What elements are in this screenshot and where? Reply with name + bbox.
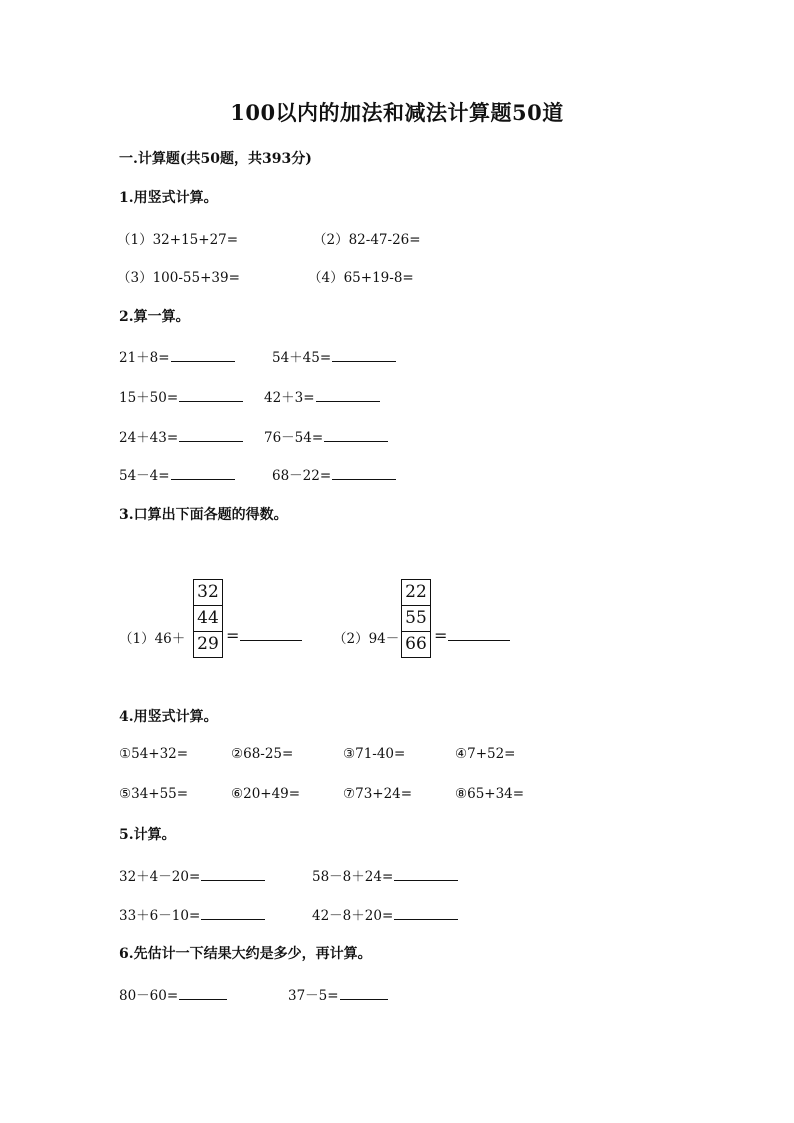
q6-row: [288, 984, 388, 1004]
q2-row: [119, 386, 243, 406]
stack-number: 44: [194, 606, 222, 632]
answer-blank[interactable]: [394, 866, 458, 881]
q2-item-4: 42＋3=: [264, 390, 315, 406]
page-title: 100以内的加法和减法计算题50道: [230, 100, 564, 125]
q2-row: [264, 386, 380, 406]
q2-item-2: 54＋45=: [272, 350, 332, 366]
q5-item-2: 58－8＋24=: [312, 869, 394, 885]
q5-row: [312, 904, 458, 924]
answer-blank[interactable]: [448, 626, 510, 641]
q2-item-5: 24＋43=: [119, 430, 179, 446]
answer-blank[interactable]: [332, 465, 396, 480]
q3-left-equals: [226, 626, 302, 645]
answer-blank[interactable]: [332, 347, 396, 362]
answer-blank[interactable]: [240, 626, 302, 641]
stack-number: 22: [402, 580, 430, 606]
q4-item-5: ⑤34+55=: [119, 786, 189, 802]
q5-item-1: 32＋4－20=: [119, 869, 201, 885]
q3-left-prefix: （1）46＋: [119, 631, 186, 647]
stack-number: 66: [405, 634, 427, 654]
q6-item-1: 80－60=: [119, 988, 179, 1004]
q2-row: [119, 346, 235, 366]
q1-item-1: （1）32+15+27=: [117, 232, 239, 248]
q5-row: [119, 904, 265, 924]
q3-right-equals: [434, 626, 510, 645]
answer-blank[interactable]: [201, 905, 265, 920]
stack-number: 29: [197, 634, 219, 654]
question-4-heading: 4.用竖式计算。: [119, 709, 218, 725]
q5-item-3: 33＋6－10=: [119, 908, 201, 924]
answer-blank[interactable]: [179, 985, 227, 1000]
stack-number: 32: [194, 580, 222, 606]
q6-row: [119, 984, 227, 1004]
q2-item-8: 68－22=: [272, 468, 332, 484]
stack-number: 55: [402, 606, 430, 632]
question-3-heading: 3.口算出下面各题的得数。: [119, 507, 288, 523]
q1-item-4: （4）65+19-8=: [308, 270, 414, 286]
q2-row: [264, 426, 388, 446]
answer-blank[interactable]: [340, 985, 388, 1000]
answer-blank[interactable]: [324, 427, 388, 442]
q5-row: [119, 865, 265, 885]
q5-row: [312, 865, 458, 885]
q4-item-2: ②68-25=: [231, 746, 294, 762]
answer-blank[interactable]: [171, 465, 235, 480]
q2-row: [119, 464, 235, 484]
q4-item-1: ①54+32=: [119, 746, 189, 762]
question-5-heading: 5.计算。: [119, 827, 176, 843]
question-2-heading: 2.算一算。: [119, 309, 190, 325]
q4-item-4: ④7+52=: [455, 746, 516, 762]
question-6-heading: 6.先估计一下结果大约是多少，再计算。: [119, 946, 372, 962]
q2-item-6: 76－54=: [264, 430, 324, 446]
q2-row: [272, 464, 396, 484]
q1-item-3: （3）100-55+39=: [117, 270, 240, 286]
equals-sign: =: [226, 626, 240, 645]
q2-item-7: 54－4=: [119, 468, 170, 484]
answer-blank[interactable]: [201, 866, 265, 881]
q4-item-7: ⑦73+24=: [343, 786, 413, 802]
q4-item-8: ⑧65+34=: [455, 786, 525, 802]
q3-right-stack: [401, 579, 431, 658]
q3-right-prefix: （2）94－: [333, 631, 400, 647]
answer-blank[interactable]: [316, 387, 380, 402]
question-1-heading: 1.用竖式计算。: [119, 190, 218, 206]
equals-sign: =: [434, 626, 448, 645]
q5-item-4: 42－8＋20=: [312, 908, 394, 924]
q6-item-2: 37－5=: [288, 988, 339, 1004]
q2-row: [119, 426, 243, 446]
answer-blank[interactable]: [179, 427, 243, 442]
q2-item-1: 21＋8=: [119, 350, 170, 366]
q4-item-3: ③71-40=: [343, 746, 406, 762]
answer-blank[interactable]: [179, 387, 243, 402]
answer-blank[interactable]: [394, 905, 458, 920]
section-heading: 一.计算题(共50题，共393分): [119, 151, 312, 167]
q2-row: [272, 346, 396, 366]
q1-item-2: （2）82-47-26=: [313, 232, 421, 248]
q3-left-stack: [193, 579, 223, 658]
q4-item-6: ⑥20+49=: [231, 786, 301, 802]
answer-blank[interactable]: [171, 347, 235, 362]
q2-item-3: 15＋50=: [119, 390, 179, 406]
